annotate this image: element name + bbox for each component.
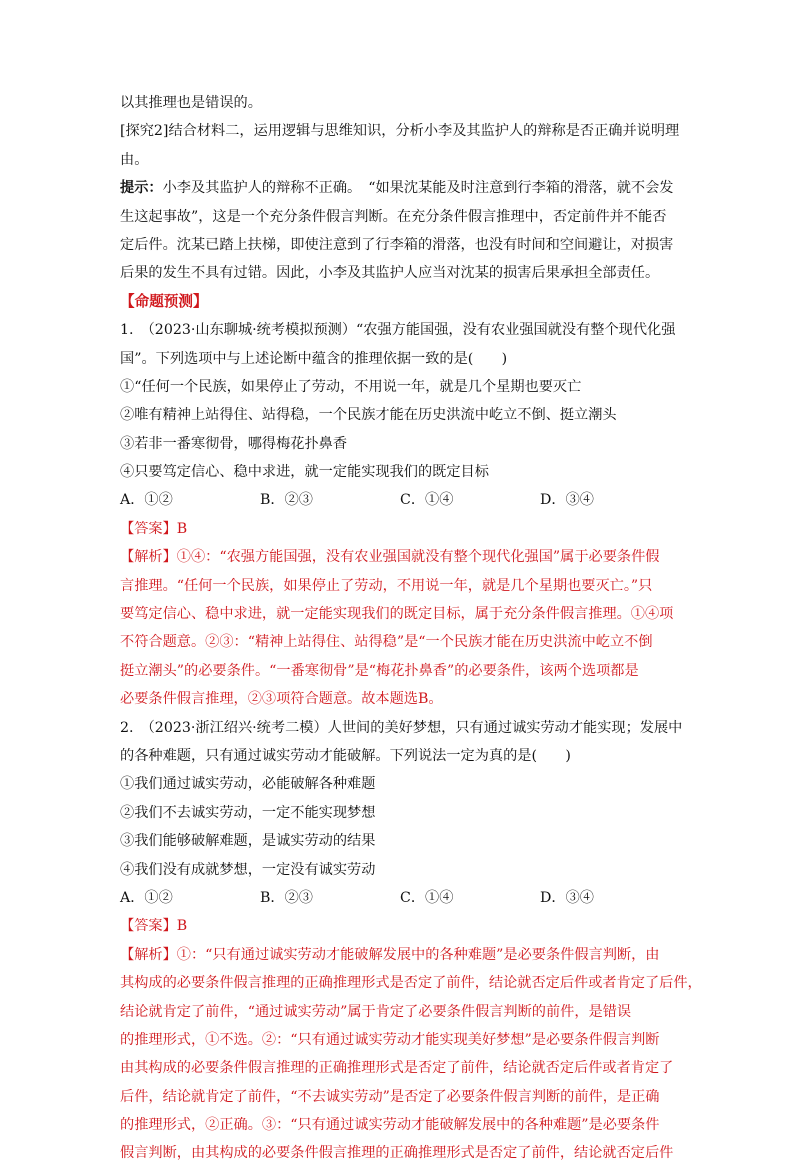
tip-label: 提示： <box>120 180 163 197</box>
q2-analysis-first-line <box>120 944 682 966</box>
tip-text: 小李及其监护人的辩称不正确。 “如果沈某能及时注意到行李箱的滑落，就不会发 <box>162 180 674 197</box>
q2-option-d: D．③④ <box>540 889 594 906</box>
q1-item: ③若非一番寒彻骨，哪得梅花扑鼻香 <box>120 435 348 452</box>
q1-item: ①“任何一个民族，如果停止了劳动，不用说一年，就是几个星期也要灭亡 <box>120 378 582 395</box>
q2-stem-line: 的各种难题，只有通过诚实劳动才能破解。下列说法一定为真的是( ) <box>120 747 571 764</box>
q2-analysis-label: 【解析】 <box>120 946 177 963</box>
tip-line: 生这起事故”，这是一个充分条件假言判断。在充分条件假言推理中，否定前件并不能否 <box>120 208 667 225</box>
q2-stem-line: 2. （2023·浙江绍兴·统考二模）人世间的美好梦想，只有通过诚实劳动才能实现；发展中 <box>120 719 683 736</box>
tip-first-line <box>120 177 682 199</box>
q1-answer-label: 【答案】 <box>120 520 177 537</box>
q1-option-b: B．②③ <box>260 492 313 509</box>
q2-answer-value: B <box>176 918 188 935</box>
q2-item: ④我们没有成就梦想，一定没有诚实劳动 <box>120 861 376 878</box>
q1-item: ②唯有精神上站得住、站得稳，一个民族才能在历史洪流中屹立不倒、挺立潮头 <box>120 407 617 424</box>
q2-analysis-text: ①：“只有通过诚实劳动才能破解发展中的各种难题”是必要条件假言判断，由 <box>176 946 660 963</box>
q2-item: ③我们能够破解难题，是诚实劳动的结果 <box>120 833 376 850</box>
q1-analysis-line: 不符合题意。②③：“精神上站得住、站得稳”是“一个民族才能在历史洪流中屹立不倒 <box>120 634 653 651</box>
q1-analysis-line: 言推理。“任何一个民族，如果停止了劳动，不用说一年，就是几个星期也要灭亡。”只 <box>120 577 653 594</box>
q1-option-c: C．①④ <box>400 492 454 509</box>
inquiry-question-line: [探究2]结合材料二，运用逻辑与思维知识，分析小李及其监护人的辩称是否正确并说明理 <box>120 123 680 140</box>
q2-option-b: B．②③ <box>260 889 313 906</box>
q1-item: ④只要笃定信心、稳中求进，就一定能实现我们的既定目标 <box>120 464 489 481</box>
text-line: 以其推理也是错误的。 <box>120 95 262 111</box>
tip-line: 后果的发生不具有过错。因此，小李及其监护人应当对沈某的损害后果承担全部责任。 <box>120 265 660 282</box>
q1-analysis-first-line <box>120 546 682 568</box>
q2-analysis-line: 其构成的必要条件假言推理的正确推理形式是否定了前件，结论就否定后件或者肯定了后件， <box>120 975 702 992</box>
q1-analysis-text: ①④：“农强方能国强，没有农业强国就没有整个现代化强国”属于必要条件假 <box>176 549 660 566</box>
q2-analysis-line: 由其构成的必要条件假言推理的正确推理形式是否定了前件，结论就否定后件或者肯定了 <box>120 1060 674 1077</box>
q1-analysis-line: 挺立潮头”的必要条件。“一番寒彻骨”是“梅花扑鼻香”的必要条件，该两个选项都是 <box>120 662 639 679</box>
q2-options <box>120 887 682 909</box>
q2-item: ①我们通过诚实劳动，必能破解各种难题 <box>120 776 376 793</box>
q1-analysis-line: 必要条件假言推理，②③项符合题意。故本题选B。 <box>120 691 443 708</box>
q1-analysis-line: 要笃定信心、稳中求进，就一定能实现我们的既定目标，属于充分条件假言推理。①④项 <box>120 606 674 623</box>
tip-line: 定后件。沈某已踏上扶梯，即使注意到了行李箱的滑落，也没有时间和空间避让，对损害 <box>120 236 674 253</box>
q1-options <box>120 489 682 511</box>
q1-analysis-label: 【解析】 <box>120 549 177 566</box>
document-content <box>120 92 702 1171</box>
q1-answer <box>120 518 682 540</box>
q2-analysis-line: 结论就肯定了前件，“通过诚实劳动”属于肯定了必要条件假言判断的前件，是错误 <box>120 1003 632 1020</box>
q1-option-a: A．①② <box>120 492 173 509</box>
q2-analysis-line: 的推理形式，①不选。②：“只有通过诚实劳动才能实现美好梦想”是必要条件假言判断 <box>120 1031 660 1048</box>
q2-answer-label: 【答案】 <box>120 918 177 935</box>
q1-answer-value: B <box>176 520 188 537</box>
q2-answer <box>120 915 682 937</box>
q2-analysis-line: 的推理形式，②正确。③：“只有通过诚实劳动才能破解发展中的各种难题”是必要条件 <box>120 1117 660 1134</box>
q1-option-d: D．③④ <box>540 492 594 509</box>
q1-stem-line: 1. （2023·山东聊城·统考模拟预测）“农强方能国强，没有农业强国就没有整个现代化强 <box>120 322 676 339</box>
inquiry-question-line: 由。 <box>120 151 149 168</box>
section-heading: 【命题预测】 <box>120 292 208 310</box>
q2-analysis-line: 假言判断，由其构成的必要条件假言推理的正确推理形式是否定了前件，结论就否定后件 <box>120 1145 674 1162</box>
q2-option-a: A．①② <box>120 889 173 906</box>
q2-option-c: C．①④ <box>400 889 454 906</box>
q2-item: ②我们不去诚实劳动，一定不能实现梦想 <box>120 804 376 821</box>
q1-stem-line: 国”。下列选项中与上述论断中蕴含的推理依据一致的是( ) <box>120 350 508 367</box>
q2-analysis-line: 后件，结论就肯定了前件，“不去诚实劳动”是否定了必要条件假言判断的前件，是正确 <box>120 1088 660 1105</box>
